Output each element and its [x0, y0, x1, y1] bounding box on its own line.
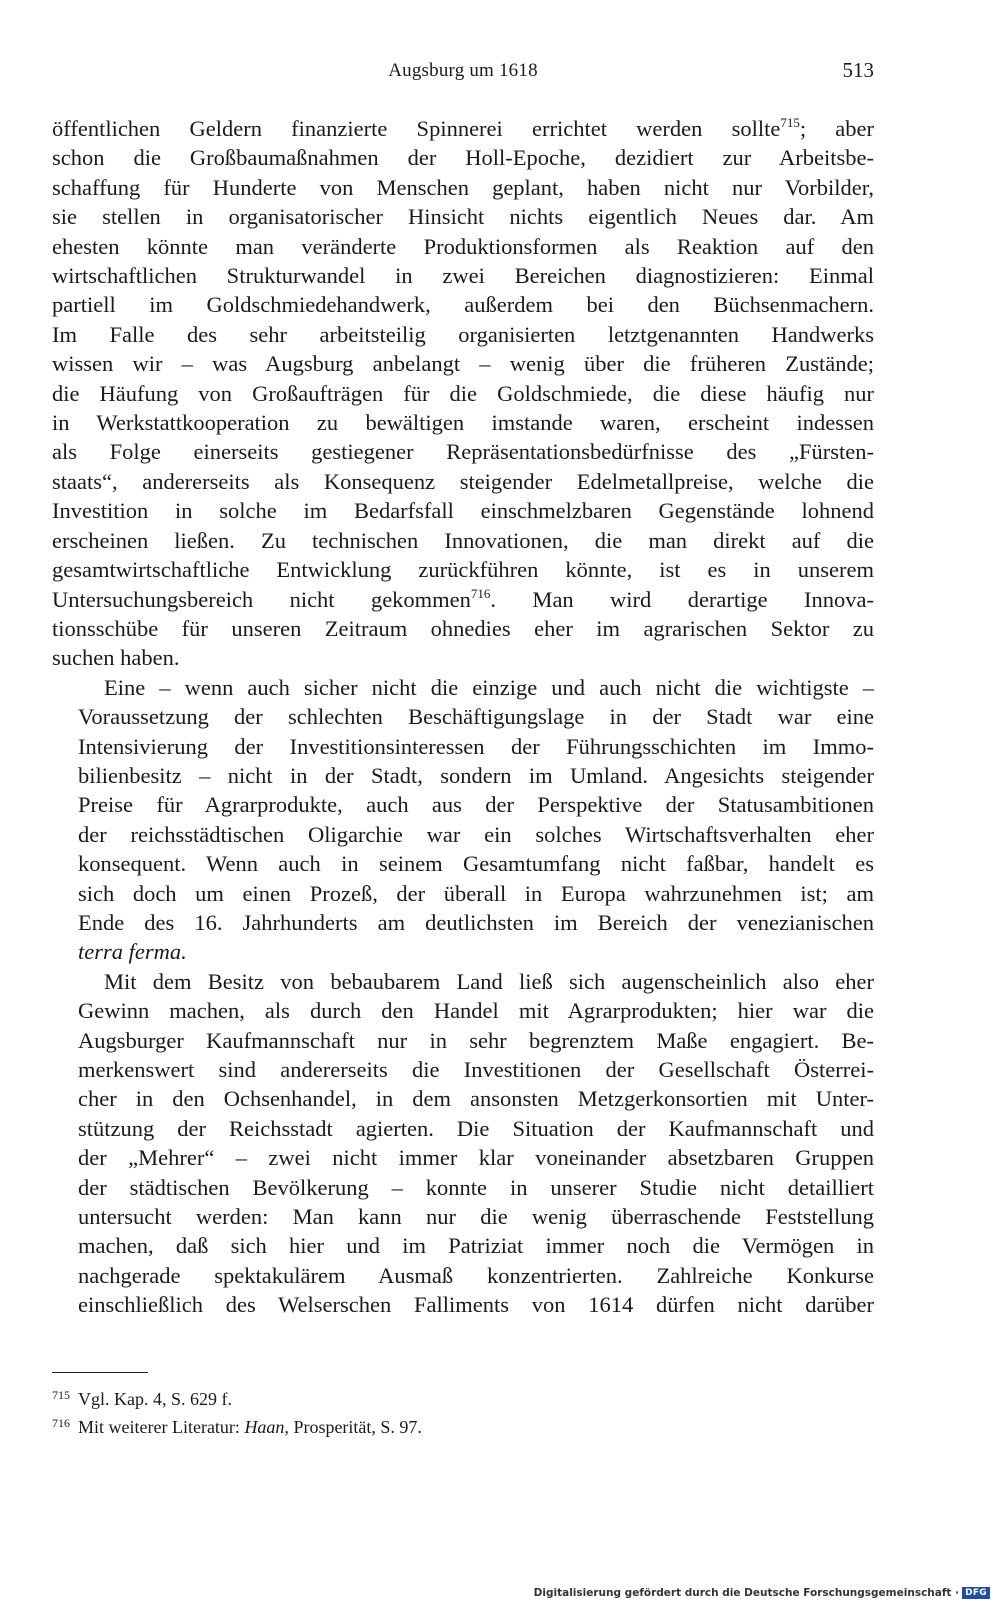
text-line: untersucht werden: Man kann nur die wenig überraschende Feststellung: [78, 1204, 874, 1230]
text-line: sich doch um einen Prozeß, der überall in Europa wahrzunehmen ist; am: [78, 880, 874, 906]
text-line: merkenswert sind andererseits die Investitionen der Gesellschaft Österrei-: [78, 1057, 874, 1082]
footnote-number: 716: [52, 1416, 70, 1430]
text-line: schaffung für Hunderte von Menschen geplant, haben nicht nur Vorbilder,: [52, 174, 874, 200]
text-line: der reichsstädtischen Oligarchie war ein solches Wirtschaftsverhalten eher: [78, 821, 874, 847]
text-line: Voraussetzung der schlechten Beschäftigungslage in der Stadt war eine: [78, 704, 874, 730]
text-line: wirtschaftlichen Strukturwandel in zwei Bereichen diagnostizieren: Einmal: [52, 263, 874, 289]
text-line: tionsschübe für unseren Zeitraum ohnedies eher im agrarischen Sektor zu: [52, 615, 874, 641]
paragraph-2: [52, 673, 874, 967]
footnote-text: Prosperität, S. 97.: [288, 1417, 422, 1437]
text-line: Investition in solche im Bedarfsfall einschmelzbaren Gegenstände lohnend: [52, 498, 874, 524]
text-line: einschließlich des Welserschen Falliments von 1614 dürfen nicht darüber: [78, 1292, 874, 1318]
footnote-716: [52, 1411, 874, 1439]
text-line: staats“, andererseits als Konsequenz steigender Edelmetallpreise, welche die: [52, 468, 874, 494]
text-line: nachgerade spektakulärem Ausmaß konzentrierten. Zahlreiche Konkurse: [78, 1262, 874, 1288]
text-line: machen, daß sich hier und im Patriziat immer noch die Vermögen in: [78, 1233, 874, 1259]
text-line: Augsburger Kaufmannschaft nur in sehr begrenztem Maße engagiert. Be-: [78, 1027, 874, 1053]
text-line: Im Falle des sehr arbeitsteilig organisierten letztgenannten Handwerks: [52, 321, 874, 347]
body-text: [52, 114, 874, 1320]
text-line: Gewinn machen, als durch den Handel mit Agrarprodukten; hier war die: [78, 998, 874, 1024]
text-line: Intensivierung der Investitionsinteressen der Führungsschichten im Immo-: [78, 733, 874, 759]
text-line: suchen haben.: [52, 645, 180, 671]
footnote-text: Vgl. Kap. 4, S. 629 f.: [78, 1389, 232, 1409]
text-line: der städtischen Bevölkerung – konnte in unserer Studie nicht detailliert: [78, 1174, 874, 1200]
text-line: als Folge einerseits gestiegener Repräsentationsbedürfnisse des „Fürsten-: [52, 439, 874, 465]
footnote-715: [52, 1383, 874, 1411]
paragraph-1: [52, 114, 874, 673]
footnote-ref-715[interactable]: 715: [780, 115, 800, 130]
text-line: bilienbesitz – nicht in der Stadt, sondern im Umland. Angesichts steigender: [78, 762, 874, 788]
text-line: schon die Großbaumaßnahmen der Holl-Epoche, dezidiert zur Arbeitsbe-: [52, 145, 874, 171]
text-line: Preise für Agrarprodukte, auch aus der Perspektive der Statusambitionen: [78, 792, 874, 818]
dfg-logo: DFG: [962, 1587, 990, 1599]
text-line: Eine – wenn auch sicher nicht die einzige und auch nicht die wichtigste –: [104, 674, 874, 700]
footnote-divider: [52, 1372, 148, 1373]
footnote-author: Haan,: [244, 1417, 289, 1437]
text-line: gesamtwirtschaftliche Entwicklung zurückführen könnte, ist es in unserem: [52, 557, 874, 583]
text-line: ehesten könnte man veränderte Produktionsformen als Reaktion auf den: [52, 233, 874, 259]
text-line: Untersuchungsbereich nicht gekommen$^{716}$. Man wird derartige Innova-: [52, 585, 874, 612]
text-line: Mit dem Besitz von bebaubarem Land ließ sich augenscheinlich also eher: [104, 968, 874, 994]
footnote-number: 715: [52, 1388, 70, 1402]
text-line: der „Mehrer“ – zwei nicht immer klar voneinander absetzbaren Gruppen: [78, 1145, 874, 1171]
text-line: die Häufung von Großaufträgen für die Goldschmiede, die diese häufig nur: [52, 380, 874, 406]
page-header: [52, 58, 874, 88]
text-line: konsequent. Wenn auch in seinem Gesamtumfang nicht faßbar, handelt es: [78, 851, 874, 877]
credit-text: Digitalisierung gefördert durch die Deutsche Forschungsgemeinschaft ·: [533, 1587, 960, 1599]
text-line-italic: terra ferma.: [78, 939, 187, 965]
footnote-ref-716[interactable]: 716: [470, 585, 491, 601]
text-line: partiell im Goldschmiedehandwerk, außerdem bei den Büchsenmachern.: [52, 292, 874, 318]
text-line: öffentlichen Geldern finanzierte Spinnerei errichtet werden sollte$^{715}$; aber: [52, 115, 875, 141]
footnotes: [52, 1383, 874, 1439]
paragraph-3: [52, 967, 874, 1320]
text-line: erscheinen ließen. Zu technischen Innovationen, die man direkt auf die: [52, 527, 874, 553]
text-line: Ende des 16. Jahrhunderts am deutlichsten im Bereich der venezianischen: [78, 909, 874, 935]
text-line: cher in den Ochsenhandel, in dem ansonsten Metzgerkonsortien mit Unter-: [78, 1086, 874, 1112]
text-line: sie stellen in organisatorischer Hinsicht nichts eigentlich Neues dar. Am: [52, 204, 874, 230]
text-line: stützung der Reichsstadt agierten. Die Situation der Kaufmannschaft und: [78, 1115, 874, 1141]
footnote-text: Mit weiterer Literatur:: [78, 1417, 245, 1437]
digitization-credit: [534, 1587, 990, 1599]
text-line: wissen wir – was Augsburg anbelangt – wenig über die früheren Zustände;: [52, 351, 874, 377]
text-line: in Werkstattkooperation zu bewältigen imstande waren, erscheint indessen: [52, 410, 874, 436]
page-number: 513: [842, 58, 874, 82]
running-title: Augsburg um 1618: [388, 60, 538, 81]
